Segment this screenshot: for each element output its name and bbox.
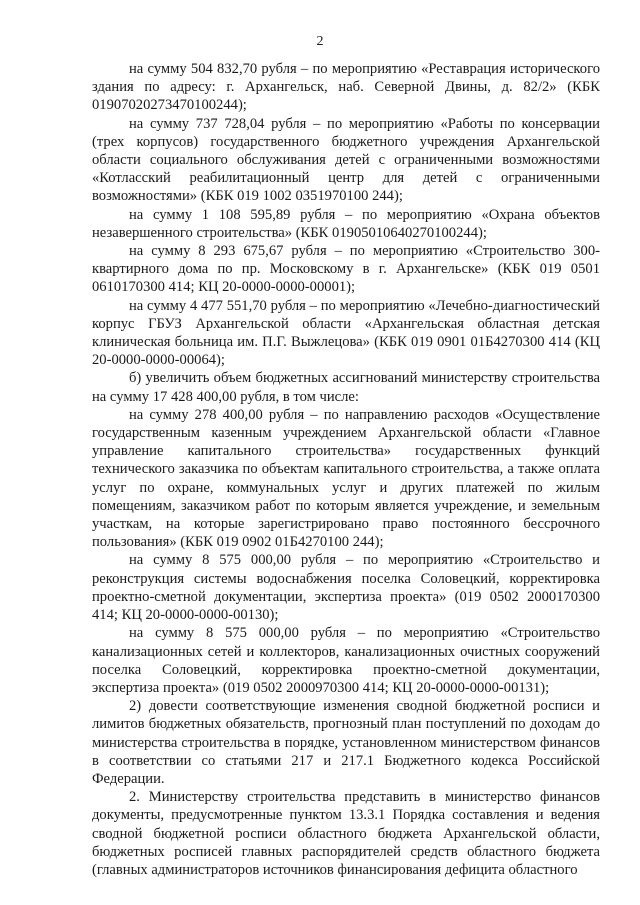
page-number: 2 bbox=[316, 34, 324, 49]
paragraph-conservation: на сумму 737 728,04 рубля – по мероприятию «Работы по консервации (трех корпусов) государственного бюджетного учреждения Архангельской области социального обслуживания детей с ограниченными возможностями «Котласский реабилитационный центр для детей с ограниченными возможностями» (КБК 019 1002 0351970100 244); bbox=[92, 115, 600, 205]
paragraph-water-supply: на сумму 8 575 000,00 рубля – по мероприятию «Строительство и реконструкция системы водоснабжения поселка Соловецкий, корректировка проектно-сметной документации, экспертиза проекта» (019 0502 2000170300 414; КЦ 20-0000-0000-00130); bbox=[92, 552, 600, 624]
document-body bbox=[92, 60, 600, 879]
paragraph-security: на сумму 1 108 595,89 рубля – по мероприятию «Охрана объектов незавершенного строительства» (КБК 01905010640270100244); bbox=[92, 206, 600, 241]
paragraph-increase-allocations: б) увеличить объем бюджетных ассигнований министерству строительства на сумму 17 428 400,00 рубля, в том числе: bbox=[92, 370, 600, 405]
paragraph-diagnostic-building: на сумму 4 477 551,70 рубля – по мероприятию «Лечебно-диагностический корпус ГБУЗ Архангельской области «Архангельская областная детская клиническая больница им. П.Г. Выжлецова» (КБК 019 0901 01Б4270300 414 (КЦ 20-0000-0000-00064); bbox=[92, 297, 600, 369]
paragraph-budget-changes: 2) довести соответствующие изменения сводной бюджетной росписи и лимитов бюджетных обязательств, прогнозный план поступлений по доходам до министерства строительства в порядке, установленном министерством финансов в соответствии со статьями 217 и 217.1 Бюджетного кодекса Российской Федерации. bbox=[92, 698, 600, 787]
paragraph-300-apartment: на сумму 8 293 675,67 рубля – по мероприятию «Строительство 300-квартирного дома по пр. Московскому в г. Архангельске» (КБК 019 0501 0610170300 414; КЦ 20-0000-0000-00001); bbox=[92, 243, 600, 296]
paragraph-customer-functions: на сумму 278 400,00 рубля – по направлению расходов «Осуществление государственным казенным учреждением Архангельской области «Главное управление капитального строительства» государственных функций технического заказчика по объектам капитального строительства, а также оплата услуг по охране, коммунальных услуг и других платежей по жилым помещениям, заказчиком работ по которым является учреждение, и земельным участкам, на которые зарегистрировано право постоянного бессрочного пользования» (КБК 019 0902 01Б4270100 244); bbox=[92, 406, 600, 551]
paragraph-documents: 2. Министерству строительства представить в министерство финансов документы, предусмотренные пунктом 13.3.1 Порядка составления и ведения сводной бюджетной росписи областного бюджета Архангельской области, бюджетных росписей главных распорядителей средств областного бюджета (главных администраторов источников финансирования дефицита областного bbox=[92, 789, 600, 878]
paragraph-sewerage: на сумму 8 575 000,00 рубля – по мероприятию «Строительство канализационных сетей и коллекторов, канализационных очистных сооружений поселка Соловецкий, корректировка проектно-сметной документации, экспертиза проекта» (019 0502 2000970300 414; КЦ 20-0000-0000-00131); bbox=[92, 625, 600, 696]
paragraph-restoration: на сумму 504 832,70 рубля – по мероприятию «Реставрация исторического здания по адресу: г. Архангельск, наб. Северной Двины, д. 82/2» (КБК 01907020273470100244); bbox=[92, 61, 600, 114]
